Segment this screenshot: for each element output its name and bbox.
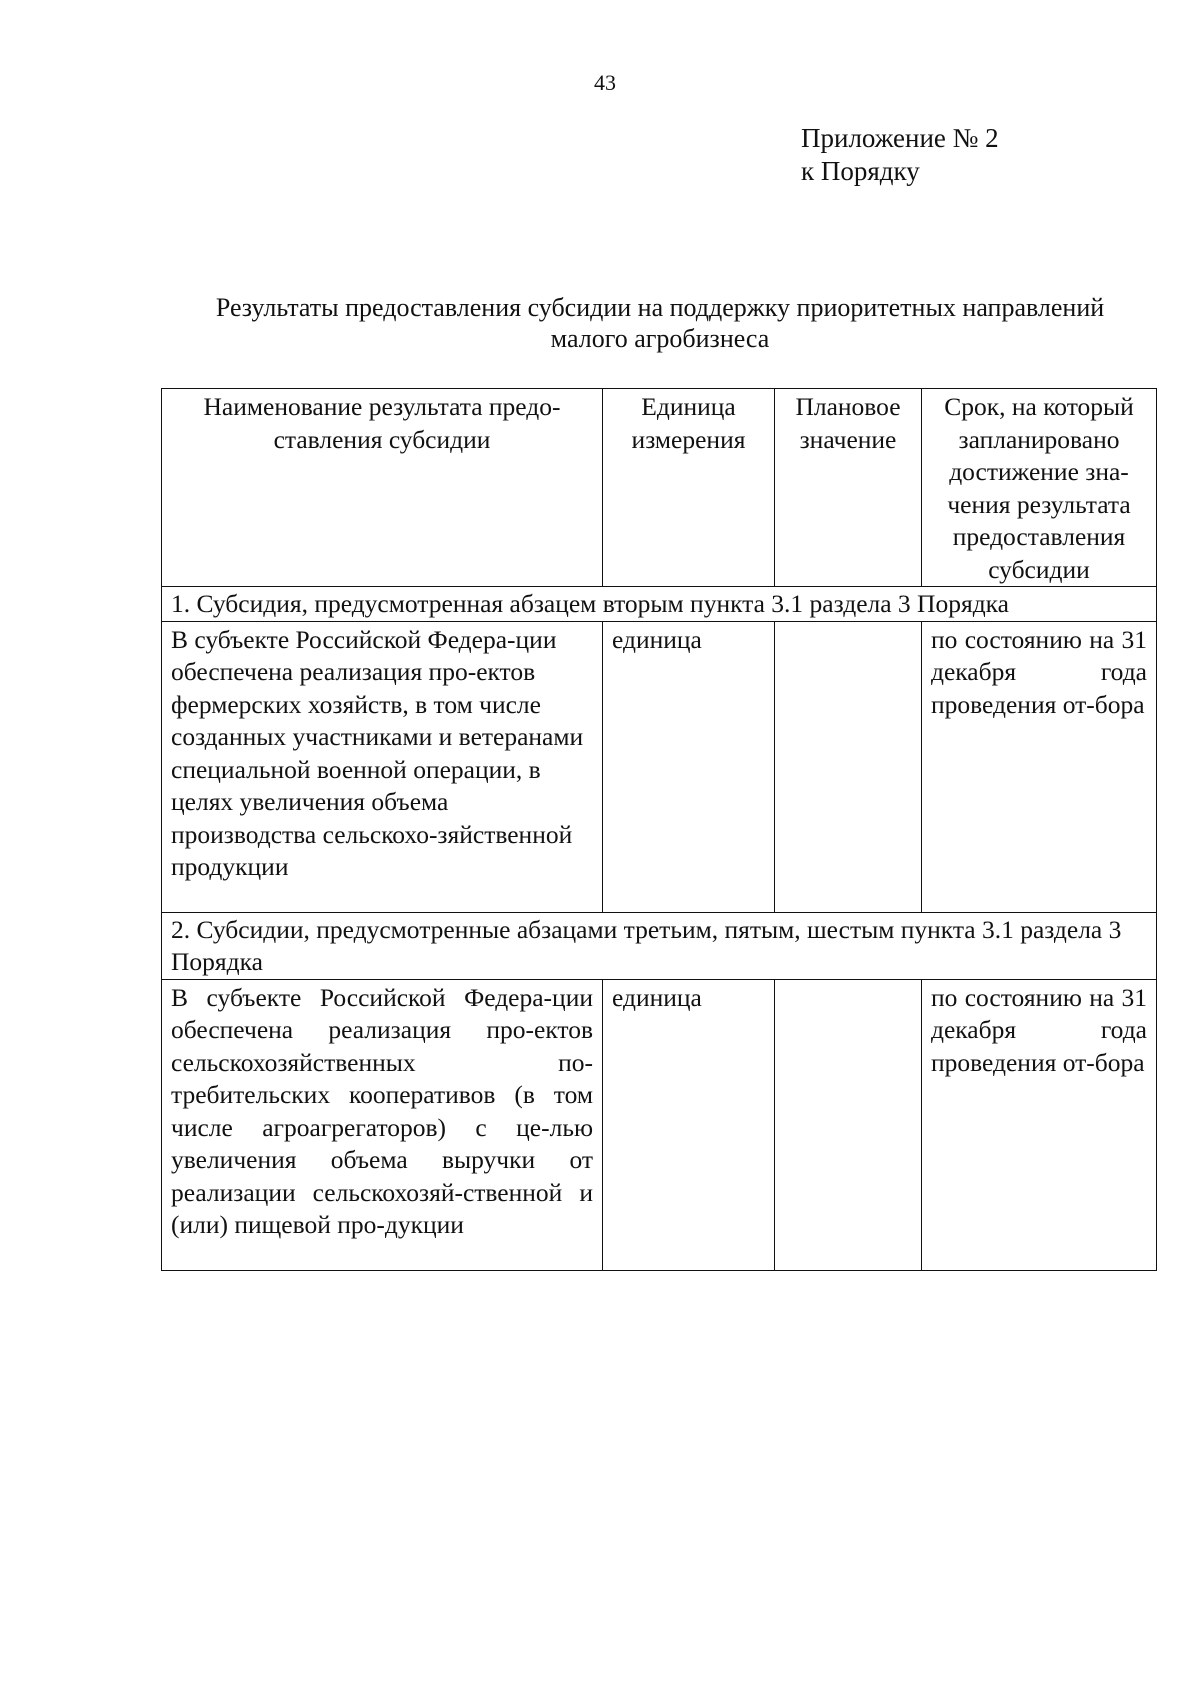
appendix-line-2: к Порядку xyxy=(801,156,920,186)
planned-value-cell xyxy=(775,979,922,1270)
table-row xyxy=(162,979,1157,1270)
result-name-cell: В субъекте Российской Федера-ции обеспечена реализация про-ектов сельскохозяйственных по-требительских кооперативов (в том числе агроагрегаторов) с це-лью увеличения объема выручки от реализации сельскохозяй-ственной и (или) пищевой про-дукции xyxy=(162,979,603,1270)
section-heading-row xyxy=(162,587,1157,622)
document-title xyxy=(160,292,1160,354)
appendix-line-1: Приложение № 2 xyxy=(801,123,999,153)
page-number: 43 xyxy=(594,70,616,95)
deadline-cell: по состоянию на 31 декабря года проведения от-бора xyxy=(922,621,1157,912)
table-header-row xyxy=(162,389,1157,587)
planned-value-cell xyxy=(775,621,922,912)
section-heading: 1. Субсидия, предусмотренная абзацем вторым пункта 3.1 раздела 3 Порядка xyxy=(162,587,1157,622)
result-name-cell: В субъекте Российской Федера-ции обеспечена реализация про-ектов фермерских хозяйств, в том числе созданных участниками и ветеранами специальной военной операции, в целях увеличения объема производства сельскохо-зяйственной продукции xyxy=(162,621,603,912)
document-title-line-2: малого агробизнеса xyxy=(550,324,770,353)
unit-cell: единица xyxy=(603,621,775,912)
document-title-line-1: Результаты предоставления субсидии на поддержку приоритетных направлений xyxy=(215,293,1105,322)
section-heading-row xyxy=(162,912,1157,979)
header-unit: Единица измерения xyxy=(603,389,775,587)
header-planned-value: Плановое значение xyxy=(775,389,922,587)
header-result-name: Наименование результата предо-ставления субсидии xyxy=(162,389,603,587)
header-deadline: Срок, на который запланировано достижение зна-чения результата предоставления субсидии xyxy=(922,389,1157,587)
results-table xyxy=(161,388,1157,1271)
deadline-cell: по состоянию на 31 декабря года проведения от-бора xyxy=(922,979,1157,1270)
table-row xyxy=(162,621,1157,912)
appendix-reference xyxy=(801,122,999,188)
unit-cell: единица xyxy=(603,979,775,1270)
section-heading: 2. Субсидии, предусмотренные абзацами третьим, пятым, шестым пункта 3.1 раздела 3 Порядка xyxy=(162,912,1157,979)
